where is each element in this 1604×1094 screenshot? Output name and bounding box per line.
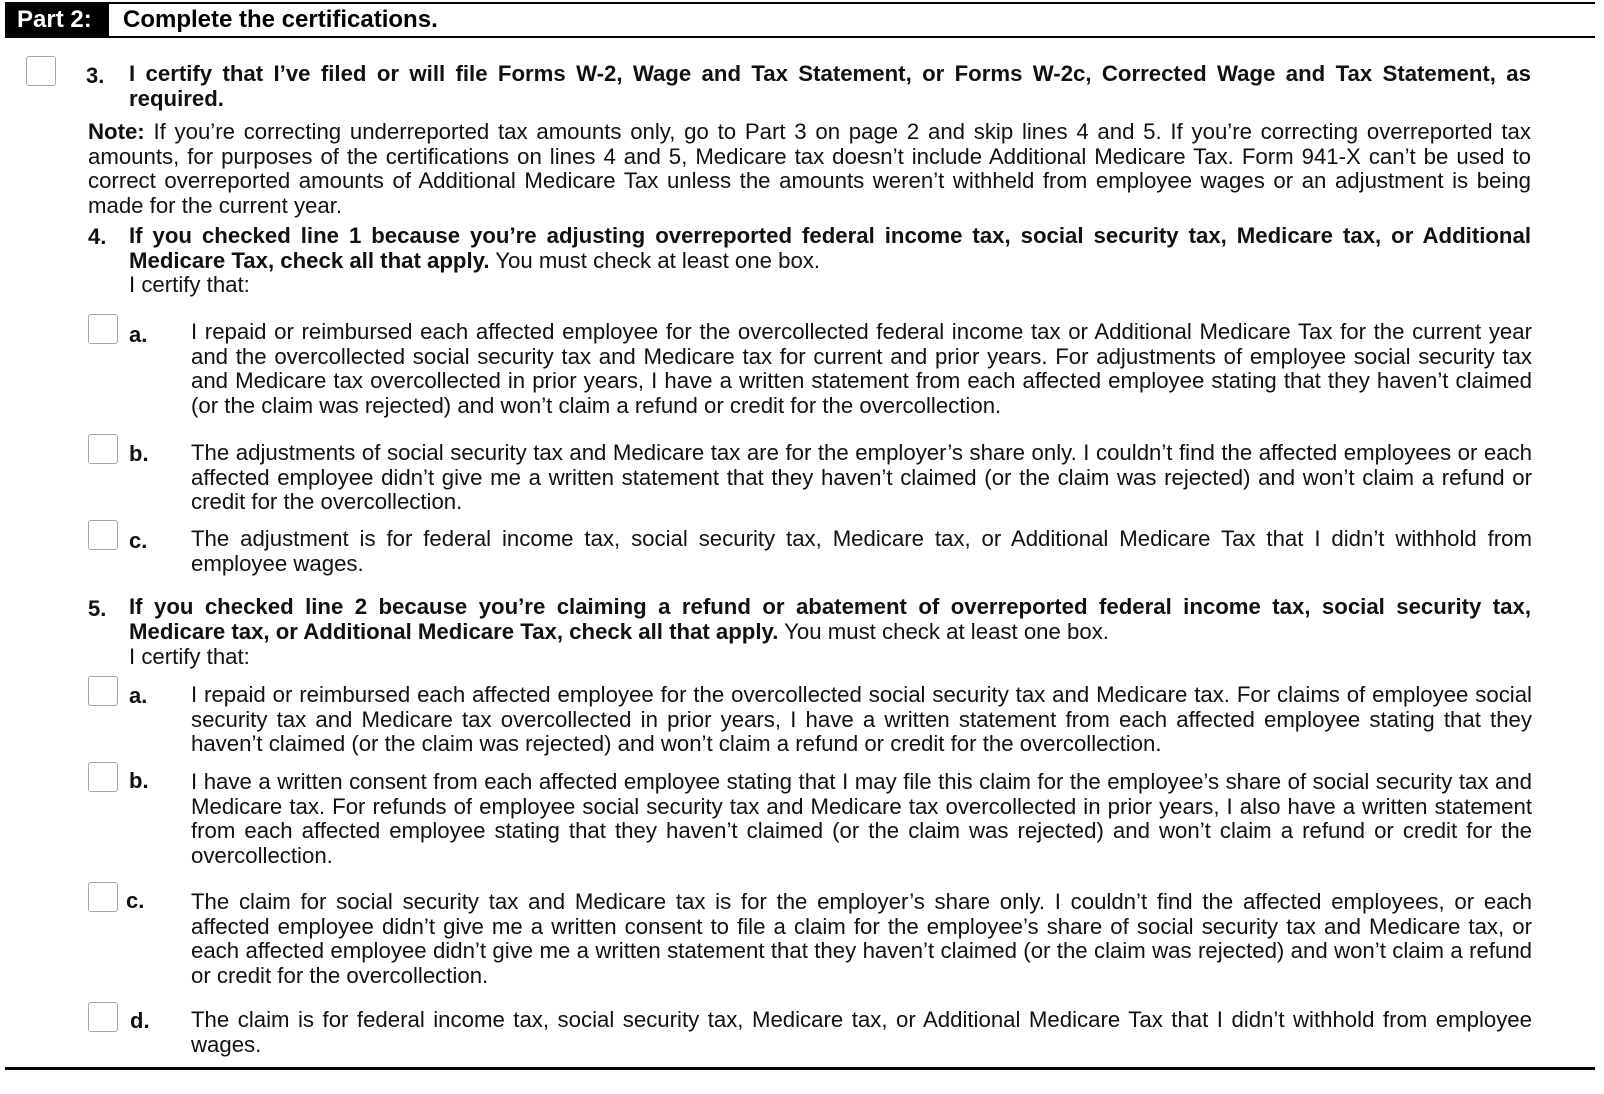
line-4c-text: The adjustment is for federal income tax, social security tax, Medicare tax, or Additional Medicare Tax that I didn’t withhold from employee wages. [191, 526, 1532, 576]
line-3-text: I certify that I’ve filed or will file Forms W-2, Wage and Tax Statement, or Forms W-2c, Corrected Wage and Tax Statement, as required. [129, 61, 1531, 111]
note-label: Note: [88, 119, 145, 144]
line-4c-checkbox[interactable] [88, 520, 118, 550]
line-4-number: 4. [88, 224, 107, 249]
line-5a-checkbox[interactable] [88, 676, 118, 706]
line-4b-letter: b. [129, 441, 149, 466]
part-title: Complete the certifications. [123, 6, 438, 33]
line-5c-checkbox[interactable] [88, 882, 118, 912]
line-5-certify: I certify that: [129, 644, 250, 669]
line-5-bold-text: If you checked line 2 because you’re claiming a refund or abatement of overreported federal income tax, social security tax, Medicare tax, or Additional Medicare Tax, check all that apply. [129, 594, 1531, 644]
line-4b-checkbox[interactable] [88, 434, 118, 464]
line-5-plain-text: You must check at least one box. [784, 618, 1109, 644]
bottom-rule [5, 1067, 1595, 1070]
part-2-header [5, 2, 1595, 38]
line-5b-checkbox[interactable] [88, 762, 118, 792]
note-paragraph [88, 120, 1531, 218]
line-3-number: 3. [86, 63, 105, 88]
line-4a-text: I repaid or reimbursed each affected employee for the overcollected federal income tax or Additional Medicare Tax for the current year and the overcollected social security tax and Medicare tax for current and prior years. For adjustments of employee social security tax and Medicare tax overcollected in prior years, I have a written statement from each affected employee stating that they haven’t claimed (or the claim was rejected) and won’t claim a refund or credit for the overcollection. [191, 319, 1532, 418]
line-5-number: 5. [88, 596, 107, 621]
line-5d-text: The claim is for federal income tax, social security tax, Medicare tax, or Additional Medicare Tax that I didn’t withhold from employee wages. [191, 1007, 1532, 1057]
note-text: If you’re correcting underreported tax amounts only, go to Part 3 on page 2 and skip lines 4 and 5. If you’re correcting overreported tax amounts, for purposes of the certifications on lines 4 and 5, Medicare tax doesn’t include Additional Medicare Tax. Form 941-X can’t be used to correct overreported amounts of Additional Medicare Tax unless the amounts weren’t withheld from employee wages or an adjustment is being made for the current year. [88, 119, 1531, 218]
line-4-bold-text: If you checked line 1 because you’re adjusting overreported federal income tax, social security tax, Medicare tax, or Additional Medicare Tax, check all that apply. [129, 223, 1531, 273]
line-3-checkbox[interactable] [26, 56, 56, 86]
line-4a-letter: a. [129, 322, 148, 347]
line-5c-letter: c. [126, 888, 145, 913]
line-5d-checkbox[interactable] [88, 1002, 118, 1032]
line-4-certify: I certify that: [129, 272, 250, 297]
line-5b-text: I have a written consent from each affected employee stating that I may file this claim for the employee’s share of social security tax and Medicare tax. For refunds of employee social security tax and Medicare tax overcollected in prior years, I also have a written statement from each affected employee stating that they haven’t claimed (or the claim was rejected) and won’t claim a refund or credit for the overcollection. [191, 769, 1532, 868]
line-4b-text: The adjustments of social security tax and Medicare tax are for the employer’s share only. I couldn’t find the affected employees or each affected employee didn’t give me a written statement that they haven’t claimed (or the claim was rejected) and won’t claim a refund or credit for the overcollection. [191, 440, 1532, 515]
line-5b-letter: b. [129, 768, 149, 793]
line-4-plain-text: You must check at least one box. [495, 247, 821, 273]
line-5a-text: I repaid or reimbursed each affected employee for the overcollected social security tax and Medicare tax. For claims of employee social security tax and Medicare tax overcollected in prior years, I have a written statement from each affected employee stating that they haven’t claimed (or the claim was rejected) and won’t claim a refund or credit for the overcollection. [191, 682, 1532, 757]
part-label: Part 2: [5, 4, 109, 36]
line-5-text [129, 595, 1531, 644]
line-5c-text: The claim for social security tax and Medicare tax is for the employer’s share only. I couldn’t find the affected employees, or each affected employee didn’t give me a written consent to file a claim for the employee’s share of social security tax and Medicare tax, or each affected employee didn’t give me a written statement that they haven’t claimed (or the claim was rejected) and won’t claim a refund or credit for the overcollection. [191, 889, 1532, 988]
line-5d-letter: d. [130, 1008, 150, 1033]
line-4a-checkbox[interactable] [88, 314, 118, 344]
line-5a-letter: a. [129, 683, 148, 708]
line-4c-letter: c. [129, 528, 148, 553]
line-4-text [129, 224, 1531, 273]
